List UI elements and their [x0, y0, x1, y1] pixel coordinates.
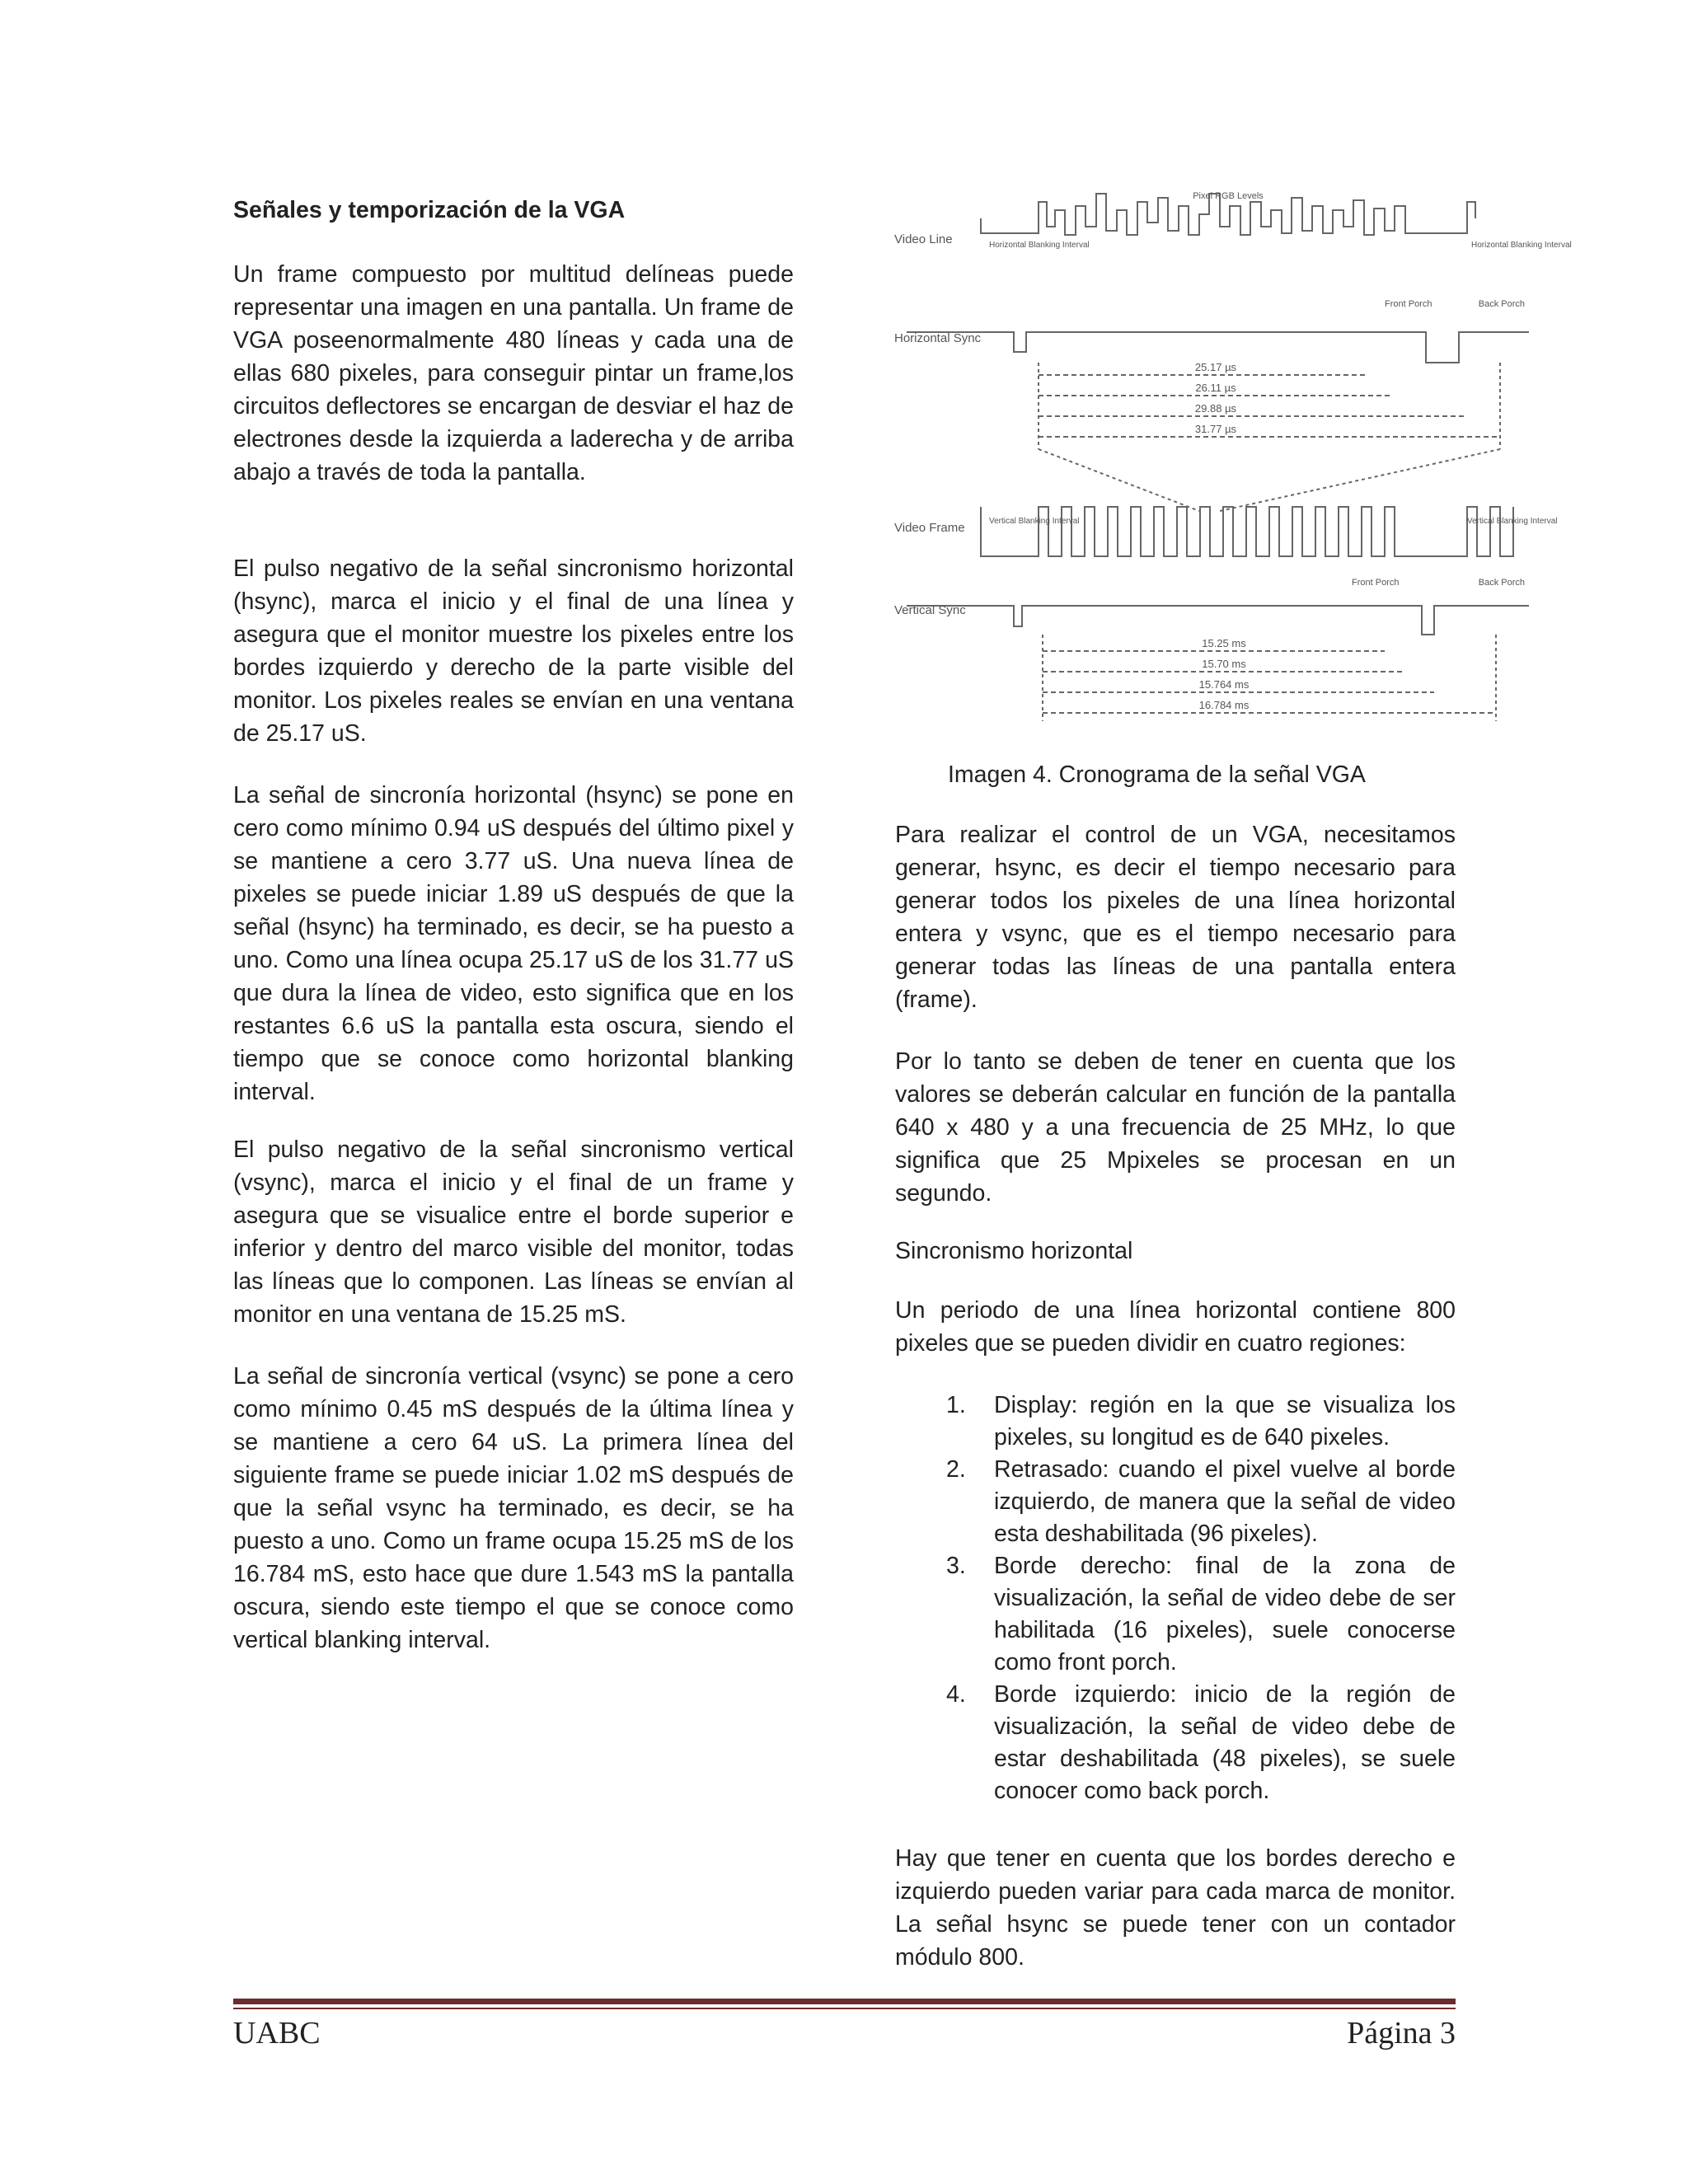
paragraph-vsync-pulse: El pulso negativo de la señal sincronismo vertical (vsync), marca el inicio y el final de un frame y asegura que se visualice entre el borde superior e inferior y dentro del marco visible del monitor, todas las líneas que lo componen. Las líneas se envían al monitor en una ventana de 15.25 mS. — [233, 1137, 794, 1328]
fig-h-time-1: 25.17 µs — [1194, 361, 1237, 373]
fig-label-h-back-porch: Back Porch — [1478, 299, 1525, 309]
paragraph-frame: Un frame compuesto por multitud delíneas puede representar una imagen en una pantalla. Un frame de VGA poseenormalmente 480 líneas y cada una de ellas 680 pixeles, para conseguir pintar un frame,los circuitos deflectores se encargan de desviar el haz de electrones desde la izquierda a laderecha y de arriba abajo a través de toda la pantalla. — [233, 261, 794, 485]
subheading-horizontal-sync: Sincronismo horizontal — [895, 1238, 1133, 1264]
paragraph-period: Un periodo de una línea horizontal contiene 800 pixeles que se pueden dividir en cuatro regiones: — [895, 1297, 1456, 1357]
fig-v-time-3: 15.764 ms — [1198, 678, 1250, 691]
paragraph-vsync-timing: La señal de sincronía vertical (vsync) se pone a cero como mínimo 0.45 mS después de la última línea y se mantiene a cero 64 uS. La primera línea del siguiente frame se puede iniciar 1.02 mS después de que la señal vsync ha terminado, es decir, se ha puesto a uno. Como un frame ocupa 15.25 mS de los 16.784 mS, esto hace que dure 1.543 mS la pantalla oscura, siendo este tiempo el que se conoce como vertical blanking interval. — [233, 1363, 794, 1653]
footer-rule — [233, 1999, 1456, 2004]
fig-label-v-back-porch: Back Porch — [1478, 578, 1525, 588]
figure-caption: Imagen 4. Cronograma de la señal VGA — [948, 762, 1366, 788]
fig-h-time-2: 26.11 µs — [1195, 382, 1236, 394]
list-item: 4. Borde izquierdo: inicio de la región de visualización, la señal de video debe de estar deshabilitada (48 pixeles), se suele conocer como back porch. — [946, 1681, 1456, 1804]
fig-v-time-2: 15.70 ms — [1202, 658, 1246, 670]
list-item: 3. Borde derecho: final de la zona de visualización, la señal de video debe de ser habilitada (16 pixeles), suele conocerse como front porch. — [946, 1553, 1456, 1675]
fig-label-vblank-left: Vertical Blanking Interval — [989, 517, 1080, 526]
page-number: Página 3 — [1347, 2016, 1456, 2050]
paragraph-borders: Hay que tener en cuenta que los bordes derecho e izquierdo pueden variar para cada marca de monitor. La señal hsync se puede tener con un contador módulo 800. — [895, 1845, 1456, 1971]
fig-label-pixel-levels: Pixel RGB Levels — [1193, 191, 1264, 201]
fig-label-vblank-right: Vertical Blanking Interval — [1467, 517, 1558, 526]
regions-list — [895, 1390, 1456, 1807]
fig-label-v-front-porch: Front Porch — [1352, 578, 1400, 588]
fig-label-horizontal-sync: Horizontal Sync — [894, 331, 982, 345]
footer-rule-thin — [233, 2008, 1456, 2009]
list-item: 2. Retrasado: cuando el pixel vuelve al borde izquierdo, de manera que la señal de video esta deshabilitada (96 pixeles). — [946, 1456, 1456, 1547]
paragraph-values: Por lo tanto se deben de tener en cuenta que los valores se deberán calcular en función de la pantalla 640 x 480 y a una frecuencia de 25 MHz, lo que significa que 25 Mpixeles se procesan en un segundo. — [895, 1048, 1456, 1207]
section-heading: Señales y temporización de la VGA — [233, 197, 626, 223]
footer-org: UABC — [233, 2016, 321, 2050]
paragraph-hsync-timing: La señal de sincronía horizontal (hsync) se pone en cero como mínimo 0.94 uS después del último pixel y se mantiene a cero 3.77 uS. Una nueva línea de pixeles se puede iniciar 1.89 uS después de que la señal (hsync) ha terminado, es decir, se ha puesto a uno. Como una línea ocupa 25.17 uS de los 31.77 uS que dura la línea de video, esto significa que en los restantes 6.6 uS la pantalla esta oscura, siendo el tiempo que se conoce como horizontal blanking interval. — [233, 782, 794, 1105]
fig-h-time-3: 29.88 µs — [1194, 402, 1237, 415]
list-item: 1. Display: región en la que se visualiza los pixeles, su longitud es de 640 pixeles. — [946, 1392, 1456, 1451]
paragraph-control: Para realizar el control de un VGA, necesitamos generar, hsync, es decir el tiempo necesario para generar todos los pixeles de una línea horizontal entera y vsync, que es el tiempo necesario para generar todas las líneas de una pantalla entera (frame). — [895, 822, 1456, 1013]
fig-label-hblank-left: Horizontal Blanking Interval — [989, 241, 1090, 250]
fig-label-vertical-sync: Vertical Sync — [894, 603, 966, 617]
fig-v-time-4: 16.784 ms — [1198, 699, 1250, 711]
fig-h-time-4: 31.77 µs — [1194, 423, 1237, 435]
fig-v-time-1: 15.25 ms — [1202, 637, 1246, 649]
fig-label-h-front-porch: Front Porch — [1385, 299, 1432, 309]
paragraph-hsync-pulse: El pulso negativo de la señal sincronismo horizontal (hsync), marca el inicio y el final de una línea y asegura que el monitor muestre los pixeles entre los bordes izquierdo y derecho de la parte visible del monitor. Los pixeles reales se envían en una ventana de 25.17 uS. — [233, 555, 794, 747]
vga-timing-diagram — [890, 185, 1572, 733]
fig-label-hblank-right: Horizontal Blanking Interval — [1471, 241, 1572, 250]
fig-label-video-line: Video Line — [894, 232, 953, 246]
fig-label-video-frame: Video Frame — [894, 521, 965, 535]
